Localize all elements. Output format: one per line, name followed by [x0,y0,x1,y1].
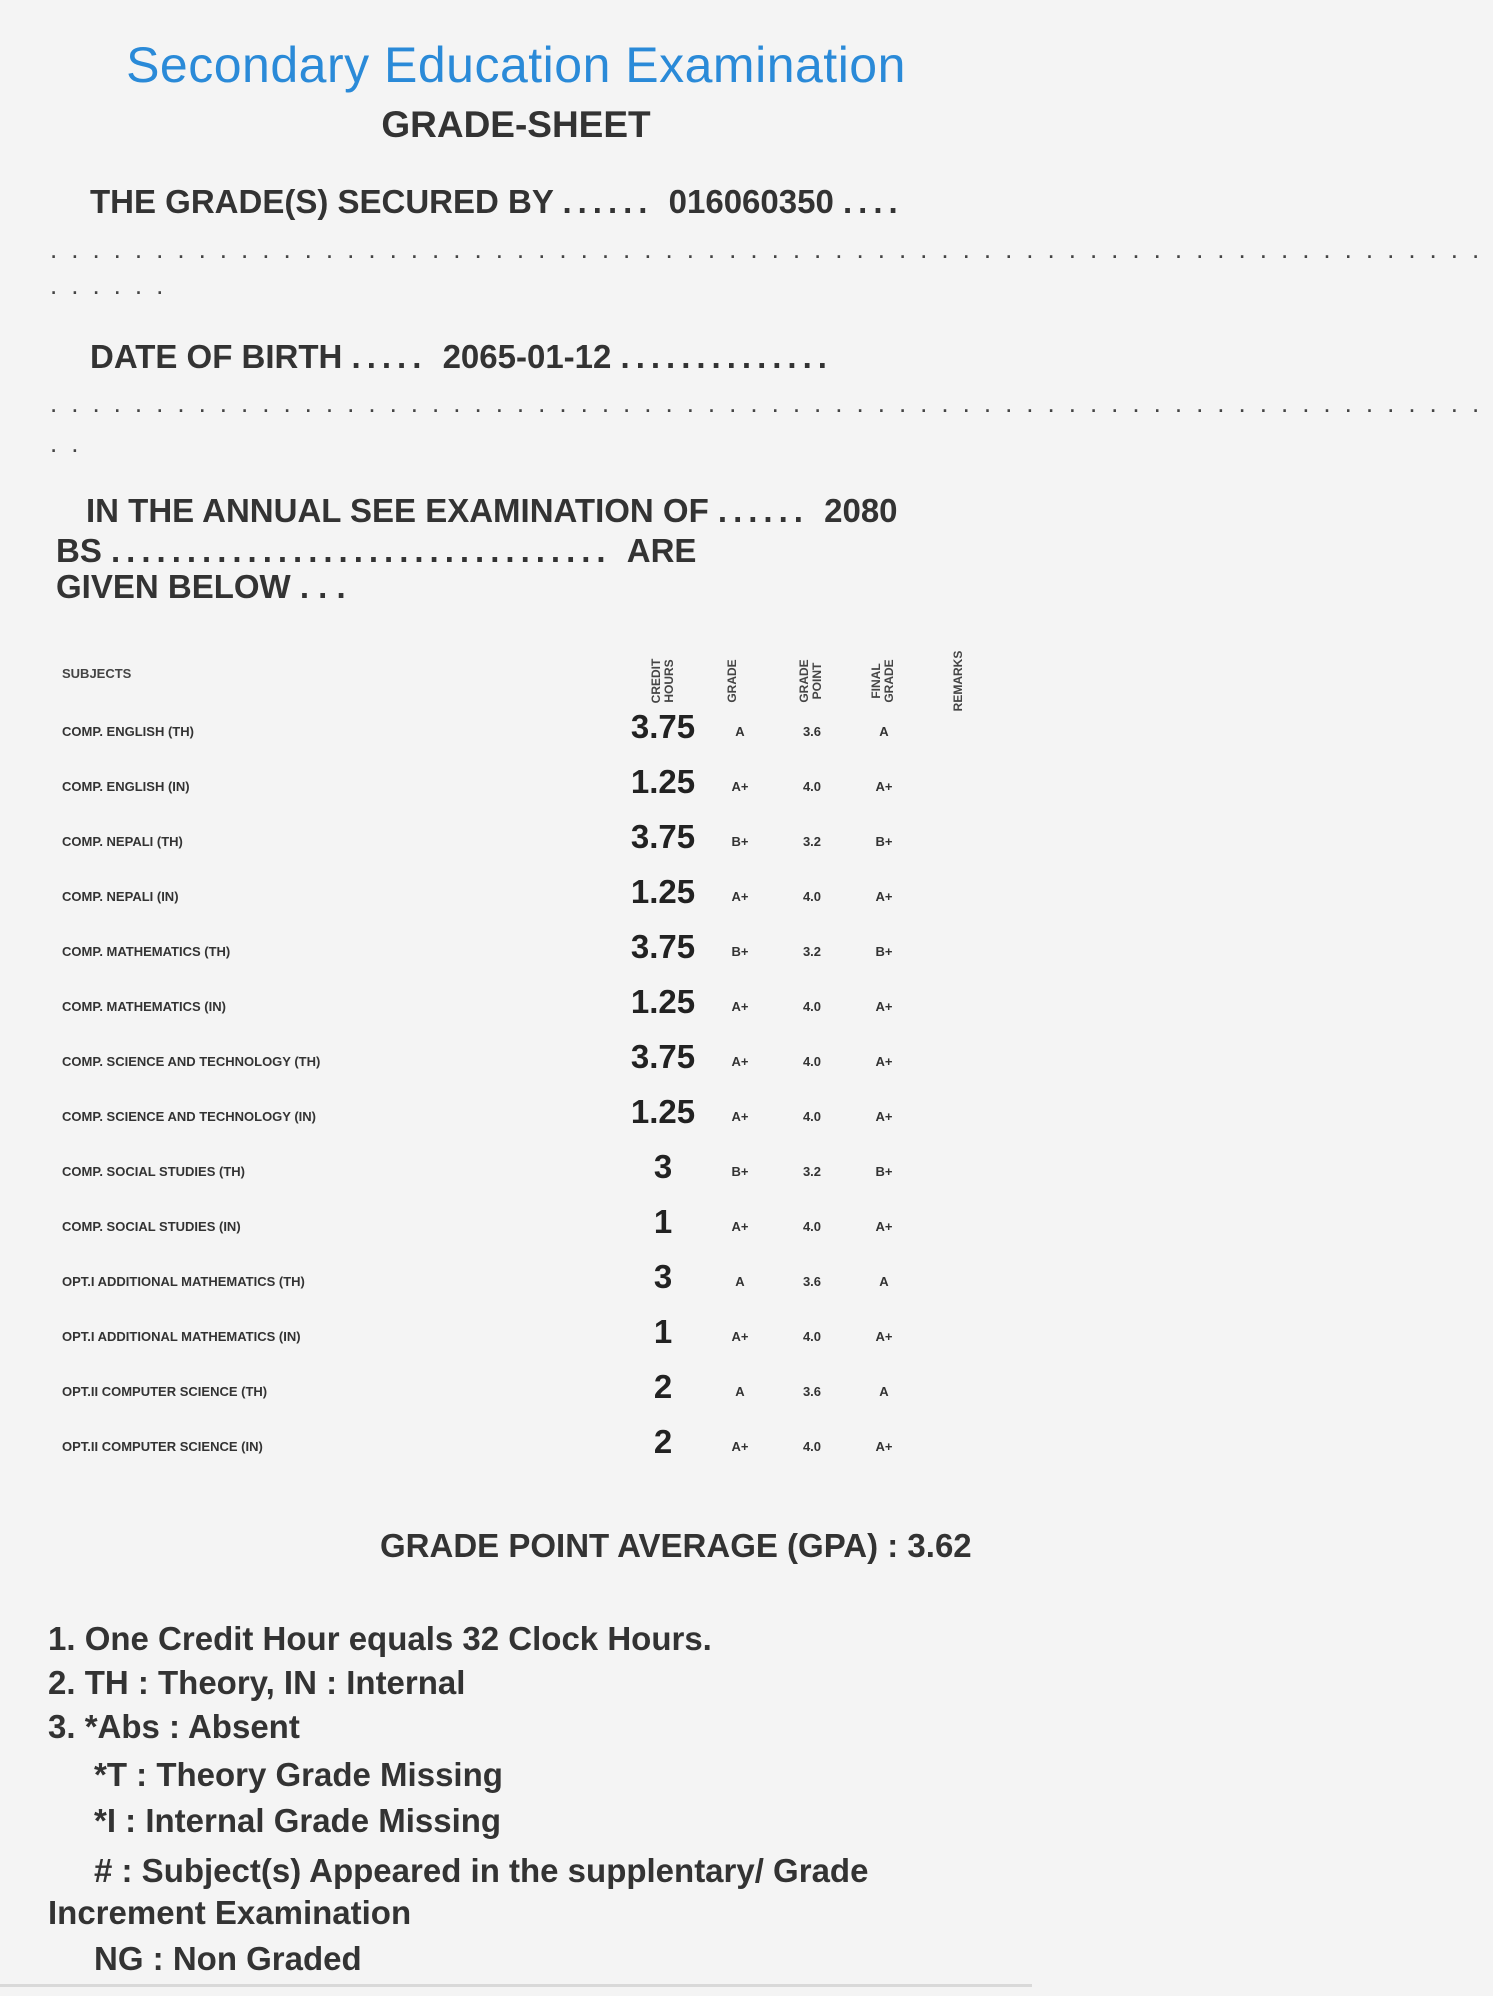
table-row [0,1423,1032,1495]
exam-year: 2080 [824,492,898,529]
dotted-line: .................................................................... [50,388,1493,418]
exam-line-2: BS ................................. ARE [56,532,697,569]
final-grade-value: A+ [875,1109,893,1124]
gpa-value: 3.62 [907,1527,972,1564]
credit-hours-value: 3.75 [630,818,696,855]
final-grade-value: B+ [875,944,893,959]
subject-name: OPT.I ADDITIONAL MATHEMATICS (IN) [62,1329,301,1344]
exam-line-3: GIVEN BELOW . . . [56,568,346,605]
symbol-number: 016060350 [668,183,834,220]
credit-hours-value: 3 [653,1258,673,1295]
grade-point-value: 4.0 [802,999,822,1014]
final-grade-value: B+ [875,834,893,849]
grade-point-value: 4.0 [802,889,822,904]
subject-name: COMP. SOCIAL STUDIES (IN) [62,1219,241,1234]
final-grade-value: A+ [875,889,893,904]
note-6: # : Subject(s) Appeared in the supplentary/ Grade [94,1852,869,1889]
exam-label: IN THE ANNUAL SEE EXAMINATION OF [86,492,709,529]
credit-hours-value: 2 [653,1423,673,1460]
exam-title: Secondary Education Examination [126,37,906,93]
final-grade-value: A [879,1274,889,1289]
grade-point-value: 3.2 [802,834,822,849]
grade-value: B+ [731,1164,749,1179]
note-5: *I : Internal Grade Missing [94,1802,502,1839]
header-remarks: REMARKS [951,650,965,712]
grade-value: A [735,724,745,739]
note-3: 3. *Abs : Absent [48,1708,300,1745]
credit-hours-value: 1.25 [630,873,696,910]
final-grade-value: A+ [875,1439,893,1454]
subject-name: COMP. SCIENCE AND TECHNOLOGY (TH) [62,1054,321,1069]
final-grade-value: A+ [875,779,893,794]
subject-name: COMP. NEPALI (TH) [62,834,183,849]
table-row [0,1258,1032,1330]
credit-hours-value: 3.75 [630,708,696,745]
credit-hours-value: 3.75 [630,928,696,965]
subject-name: OPT.II COMPUTER SCIENCE (IN) [62,1439,263,1454]
credit-hours-value: 1.25 [630,1093,696,1130]
table-row [0,1203,1032,1275]
table-row [0,928,1032,1000]
bottom-edge [0,1984,1032,1987]
dotted-line: ...... [50,270,178,300]
credit-hours-value: 2 [653,1368,673,1405]
credit-hours-value: 3.75 [630,1038,696,1075]
grade-point-value: 4.0 [802,1054,822,1069]
grade-value: A+ [731,779,749,794]
table-row [0,1093,1032,1165]
grade-value: A+ [731,1329,749,1344]
note-2: 2. TH : Theory, IN : Internal [48,1664,466,1701]
subject-name: COMP. SOCIAL STUDIES (TH) [62,1164,245,1179]
grade-point-value: 3.6 [802,724,822,739]
dotted-line: .. [50,428,93,458]
table-row [0,708,1032,780]
final-grade-value: A+ [875,1054,893,1069]
table-row [0,1313,1032,1385]
credit-hours-value: 1.25 [630,763,696,800]
subject-name: COMP. NEPALI (IN) [62,889,179,904]
grade-value: B+ [731,834,749,849]
grade-value: A+ [731,1109,749,1124]
credit-hours-value: 1 [653,1313,673,1350]
grade-value: A [735,1384,745,1399]
secured-by-line: THE GRADE(S) SECURED BY ...... 016060350 .... [90,183,904,220]
grade-point-value: 4.0 [802,1109,822,1124]
table-row [0,983,1032,1055]
gpa-label: GRADE POINT AVERAGE (GPA) : [380,1527,899,1564]
table-row [0,873,1032,945]
grade-point-value: 3.6 [802,1384,822,1399]
exam-line: IN THE ANNUAL SEE EXAMINATION OF ...... 2080 [86,492,898,529]
grade-value: A+ [731,1439,749,1454]
note-1: 1. One Credit Hour equals 32 Clock Hours. [48,1620,712,1657]
final-grade-value: A [879,724,889,739]
credit-hours-value: 1 [653,1203,673,1240]
credit-hours-value: 1.25 [630,983,696,1020]
grade-point-value: 4.0 [802,1439,822,1454]
subject-name: COMP. MATHEMATICS (IN) [62,999,226,1014]
date-of-birth: 2065-01-12 [442,338,612,375]
grade-sheet-heading: GRADE-SHEET [381,104,651,145]
final-grade-value: A+ [875,999,893,1014]
header-subjects: SUBJECTS [62,666,132,681]
grade-point-value: 3.2 [802,1164,822,1179]
note-8: NG : Non Graded [94,1940,362,1977]
subject-name: COMP. MATHEMATICS (TH) [62,944,231,959]
note-7: Increment Examination [48,1894,412,1931]
grade-value: A+ [731,889,749,904]
header-grade: GRADE [725,659,739,703]
subject-name: COMP. SCIENCE AND TECHNOLOGY (IN) [62,1109,317,1124]
dotted-line: .................................................................... [50,234,1493,264]
grade-value: A+ [731,1054,749,1069]
gpa-line [380,1527,972,1565]
grade-point-value: 4.0 [802,779,822,794]
dob-label: DATE OF BIRTH [90,338,343,375]
subject-name: OPT.II COMPUTER SCIENCE (TH) [62,1384,268,1399]
subject-name: COMP. ENGLISH (IN) [62,779,190,794]
grade-point-value: 4.0 [802,1329,822,1344]
final-grade-value: A+ [875,1329,893,1344]
credit-hours-value: 3 [653,1148,673,1185]
grade-point-value: 3.2 [802,944,822,959]
table-row [0,1148,1032,1220]
header-grade-point: GRADE POINT [797,659,824,703]
secured-by-label: THE GRADE(S) SECURED BY [90,183,554,220]
subject-name: COMP. ENGLISH (TH) [62,724,194,739]
dob-line: DATE OF BIRTH ..... 2065-01-12 .............. [90,338,833,375]
header-final-grade: FINAL GRADE [869,659,896,703]
final-grade-value: A [879,1384,889,1399]
table-row [0,1368,1032,1440]
table-row [0,763,1032,835]
grade-value: A [735,1274,745,1289]
final-grade-value: B+ [875,1164,893,1179]
grade-point-value: 3.6 [802,1274,822,1289]
grade-point-value: 4.0 [802,1219,822,1234]
table-row [0,1038,1032,1110]
grade-value: A+ [731,1219,749,1234]
header-credit-hours: CREDIT HOURS [649,658,676,704]
subject-name: OPT.I ADDITIONAL MATHEMATICS (TH) [62,1274,305,1289]
final-grade-value: A+ [875,1219,893,1234]
table-row [0,818,1032,890]
grade-value: A+ [731,999,749,1014]
grade-value: B+ [731,944,749,959]
note-4: *T : Theory Grade Missing [94,1756,503,1793]
